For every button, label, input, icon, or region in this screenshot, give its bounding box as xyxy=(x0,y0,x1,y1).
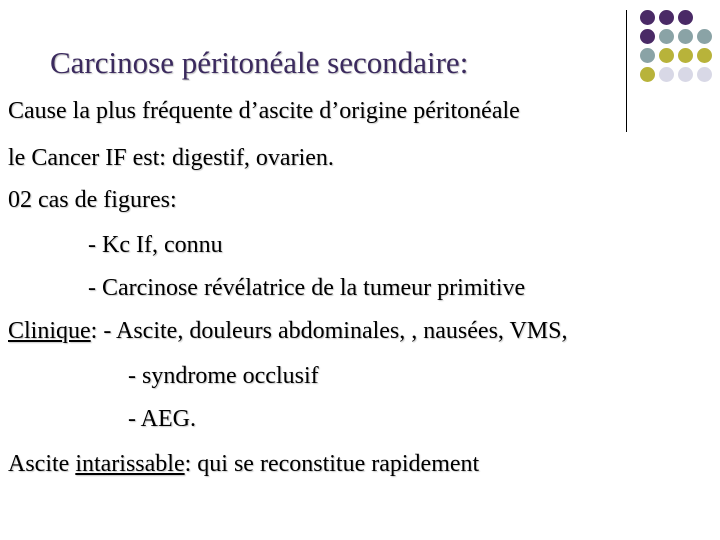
text-line-ascite-intarissable xyxy=(8,451,479,478)
decorative-dot xyxy=(678,10,693,25)
text-line-cause: Cause la plus fréquente d’ascite d’origine péritonéale xyxy=(8,98,520,124)
text-line-aeg: - AEG. xyxy=(128,406,196,432)
text-line-cas-de-figures: 02 cas de figures: xyxy=(8,187,177,213)
decorative-dot xyxy=(678,67,693,82)
text-line-carcinose-revelatrice: - Carcinose révélatrice de la tumeur primitive xyxy=(88,275,526,301)
text-line-cancer-if: le Cancer IF est: digestif, ovarien. xyxy=(8,145,334,171)
text-line-kc-if-connu: - Kc If, connu xyxy=(88,232,223,258)
clinique-signs: : - Ascite, douleurs abdominales, , nausées, VMS, xyxy=(90,318,568,344)
decorative-dot xyxy=(659,29,674,44)
decorative-dot xyxy=(640,10,655,25)
slide-title: Carcinose péritonéale secondaire: xyxy=(50,45,469,80)
text-line-syndrome-occlusif: - syndrome occlusif xyxy=(128,363,319,389)
ascite-suffix: : qui se reconstitue rapidement xyxy=(184,451,480,477)
clinique-label: Clinique xyxy=(8,318,91,344)
decorative-dot xyxy=(678,29,693,44)
decorative-dot xyxy=(697,29,712,44)
decorative-dot xyxy=(659,10,674,25)
decorative-dot xyxy=(659,67,674,82)
ascite-prefix: Ascite xyxy=(8,451,76,477)
decorative-dot xyxy=(640,29,655,44)
decorative-dot xyxy=(697,67,712,82)
decorative-dot xyxy=(659,48,674,63)
text-line-clinique xyxy=(8,318,568,345)
decorative-vertical-line xyxy=(626,10,627,132)
decorative-dot xyxy=(640,67,655,82)
intarissable-link[interactable]: intarissable xyxy=(75,451,185,477)
decorative-dot xyxy=(678,48,693,63)
decorative-dot xyxy=(640,48,655,63)
decorative-dot xyxy=(697,48,712,63)
